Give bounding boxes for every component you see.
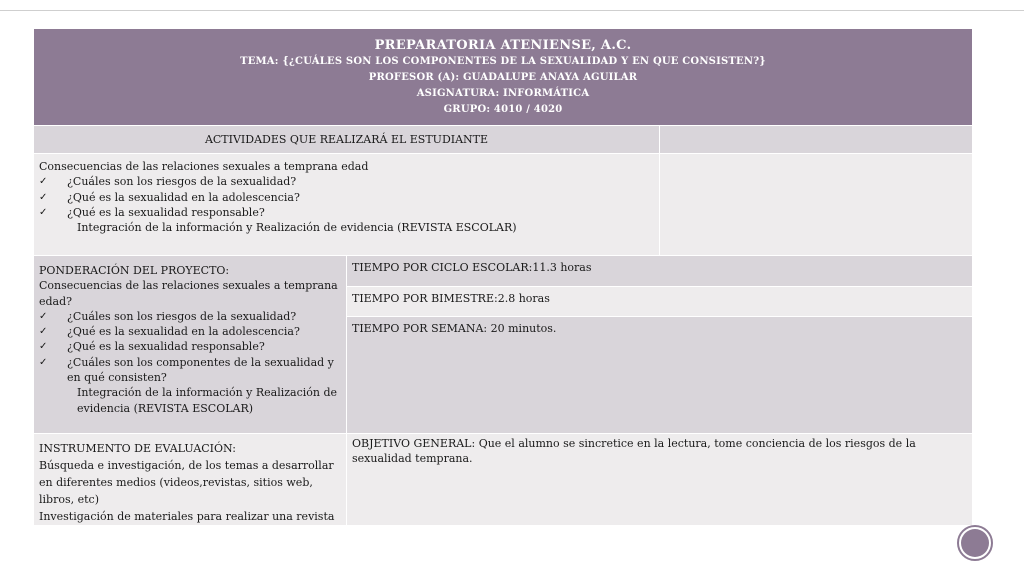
school-name: PREPARATORIA ATENIENSE, A.C. bbox=[374, 38, 632, 53]
check-icon: ✓ bbox=[39, 191, 48, 203]
activities-heading: ACTIVIDADES QUE REALIZARÁ EL ESTUDIANTE bbox=[34, 126, 659, 153]
activities-row bbox=[34, 153, 972, 255]
instrumento-line1: Búsqueda e investigación, de los temas a desarrollar en diferentes medios (videos,revistas, sitios web, libros, etc) bbox=[39, 459, 334, 506]
activities-heading-empty bbox=[659, 126, 972, 153]
page-number-badge bbox=[957, 525, 993, 561]
list-item: ✓ ¿Qué es la sexualidad en la adolescencia? bbox=[39, 325, 300, 339]
teacher-line: PROFESOR (A): GUADALUPE ANAYA AGUILAR bbox=[368, 72, 638, 83]
check-icon: ✓ bbox=[39, 176, 48, 188]
list-item: ✓ ¿Qué es la sexualidad en la adolescencia? bbox=[39, 190, 300, 204]
planning-table bbox=[34, 29, 972, 525]
tiempo-ciclo: TIEMPO POR CICLO ESCOLAR:11.3 horas bbox=[346, 256, 972, 286]
instrumento-heading: INSTRUMENTO DE EVALUACIÓN: bbox=[39, 442, 236, 455]
list-item: ✓ ¿Qué es la sexualidad responsable? bbox=[39, 340, 265, 354]
ponderacion-intro: Consecuencias de las relaciones sexuales a temprana edad? bbox=[39, 279, 338, 308]
instrumento-line2: Investigación de materiales para realizar una revista bbox=[39, 510, 335, 523]
activities-list bbox=[39, 174, 654, 220]
check-icon: ✓ bbox=[39, 310, 48, 322]
objetivo-cell: OBJETIVO GENERAL: Que el alumno se sincretice en la lectura, tome conciencia de los riesgos de la sexualidad temprana. bbox=[346, 434, 972, 525]
tiempo-column bbox=[346, 256, 972, 433]
list-item: ✓ ¿Cuáles son los componentes de la sexualidad y en qué consisten? bbox=[39, 355, 334, 385]
activities-heading-row bbox=[34, 125, 972, 153]
list-item: ✓ ¿Qué es la sexualidad responsable? bbox=[39, 205, 265, 219]
instrumento-cell bbox=[34, 434, 346, 525]
check-icon: ✓ bbox=[39, 326, 48, 338]
activities-closing: Integración de la información y Realización de evidencia (REVISTA ESCOLAR) bbox=[77, 221, 517, 235]
activities-empty bbox=[659, 154, 972, 255]
tiempo-bimestre: TIEMPO POR BIMESTRE:2.8 horas bbox=[346, 286, 972, 316]
top-divider bbox=[0, 10, 1024, 11]
subject-line: ASIGNATURA: INFORMÁTICA bbox=[416, 88, 590, 99]
activities-intro: Consecuencias de las relaciones sexuales a temprana edad bbox=[39, 160, 369, 173]
list-item: ✓ ¿Cuáles son los riesgos de la sexualidad? bbox=[39, 175, 297, 189]
ponderacion-list bbox=[39, 309, 341, 385]
instrumento-row bbox=[34, 433, 972, 525]
check-icon: ✓ bbox=[39, 206, 48, 218]
list-item: ✓ ¿Cuáles son los riesgos de la sexualidad? bbox=[39, 309, 297, 323]
tiempo-semana: TIEMPO POR SEMANA: 20 minutos. bbox=[346, 316, 972, 433]
check-icon: ✓ bbox=[39, 356, 48, 368]
page-number-icon bbox=[961, 529, 989, 557]
topic-line: TEMA: {¿CUÁLES SON LOS COMPONENTES DE LA SEXUALIDAD Y EN QUE CONSISTEN?} bbox=[240, 56, 766, 67]
ponderacion-heading: PONDERACIÓN DEL PROYECTO: bbox=[39, 264, 230, 277]
check-icon: ✓ bbox=[39, 341, 48, 353]
group-line: GRUPO: 4010 / 4020 bbox=[443, 104, 563, 115]
table-header bbox=[34, 29, 972, 125]
ponderacion-closing: Integración de la información y Realización de evidencia (REVISTA ESCOLAR) bbox=[77, 386, 338, 415]
ponderacion-row bbox=[34, 255, 972, 433]
ponderacion-cell bbox=[34, 256, 346, 433]
activities-cell bbox=[34, 154, 659, 255]
